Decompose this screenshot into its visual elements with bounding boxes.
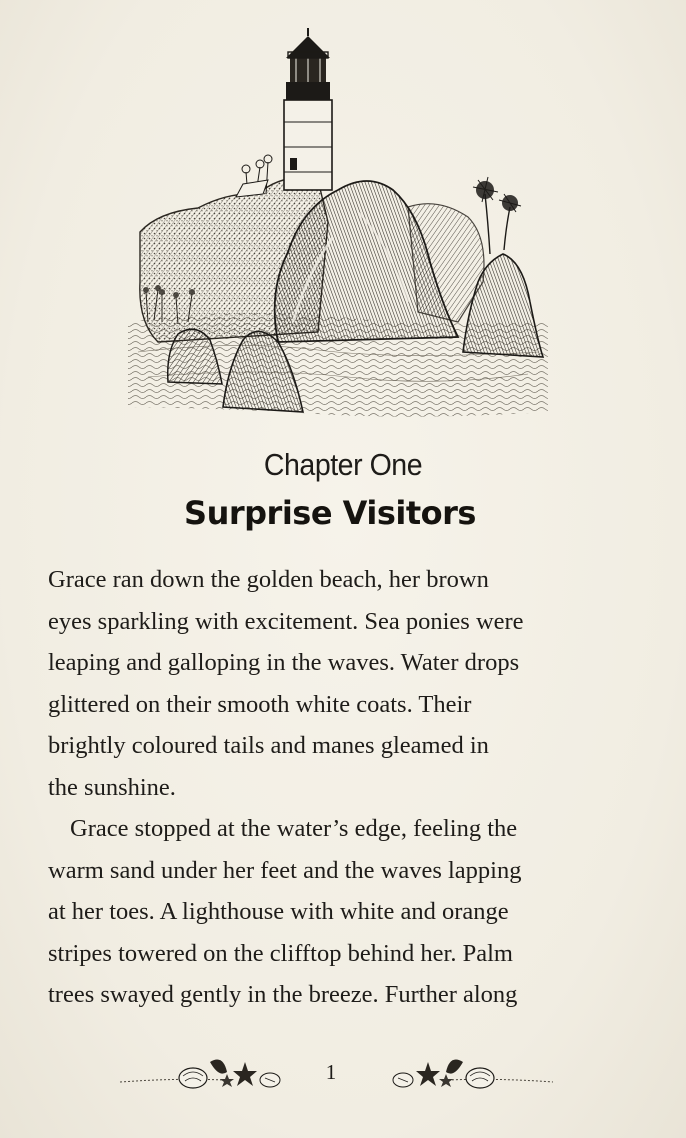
paragraph-2 [48,808,638,1016]
body-text [48,559,638,1016]
text-line: warm sand under her feet and the waves lapping [48,856,522,884]
chapter-number: Chapter One [263,447,423,482]
text-line: the sunshine. [48,773,176,801]
lighthouse [284,28,332,190]
chapter-title: Surprise Visitors [184,494,476,532]
text-line: at her toes. A lighthouse with white and orange [48,898,509,925]
page-number: 1 [325,1060,337,1084]
text-line: leaping and galloping in the waves. Water drops [48,649,520,676]
shell-ornament-left [115,1048,295,1098]
text-line: Grace ran down the golden beach, her brown [48,566,489,593]
paragraph-1 [48,559,638,808]
shell-ornament-right [378,1048,558,1098]
text-line: glittered on their smooth white coats. Their [48,690,472,718]
text-line: eyes sparkling with excitement. Sea ponies were [48,607,524,635]
lighthouse-cliff-illustration [118,22,558,422]
text-line: stripes towered on the clifftop behind her. Palm [48,939,513,967]
text-line: trees swayed gently in the breeze. Further along [48,981,518,1008]
text-line: Grace stopped at the water’s edge, feeling the [70,815,518,842]
text-line: brightly coloured tails and manes gleamed in [48,732,489,759]
